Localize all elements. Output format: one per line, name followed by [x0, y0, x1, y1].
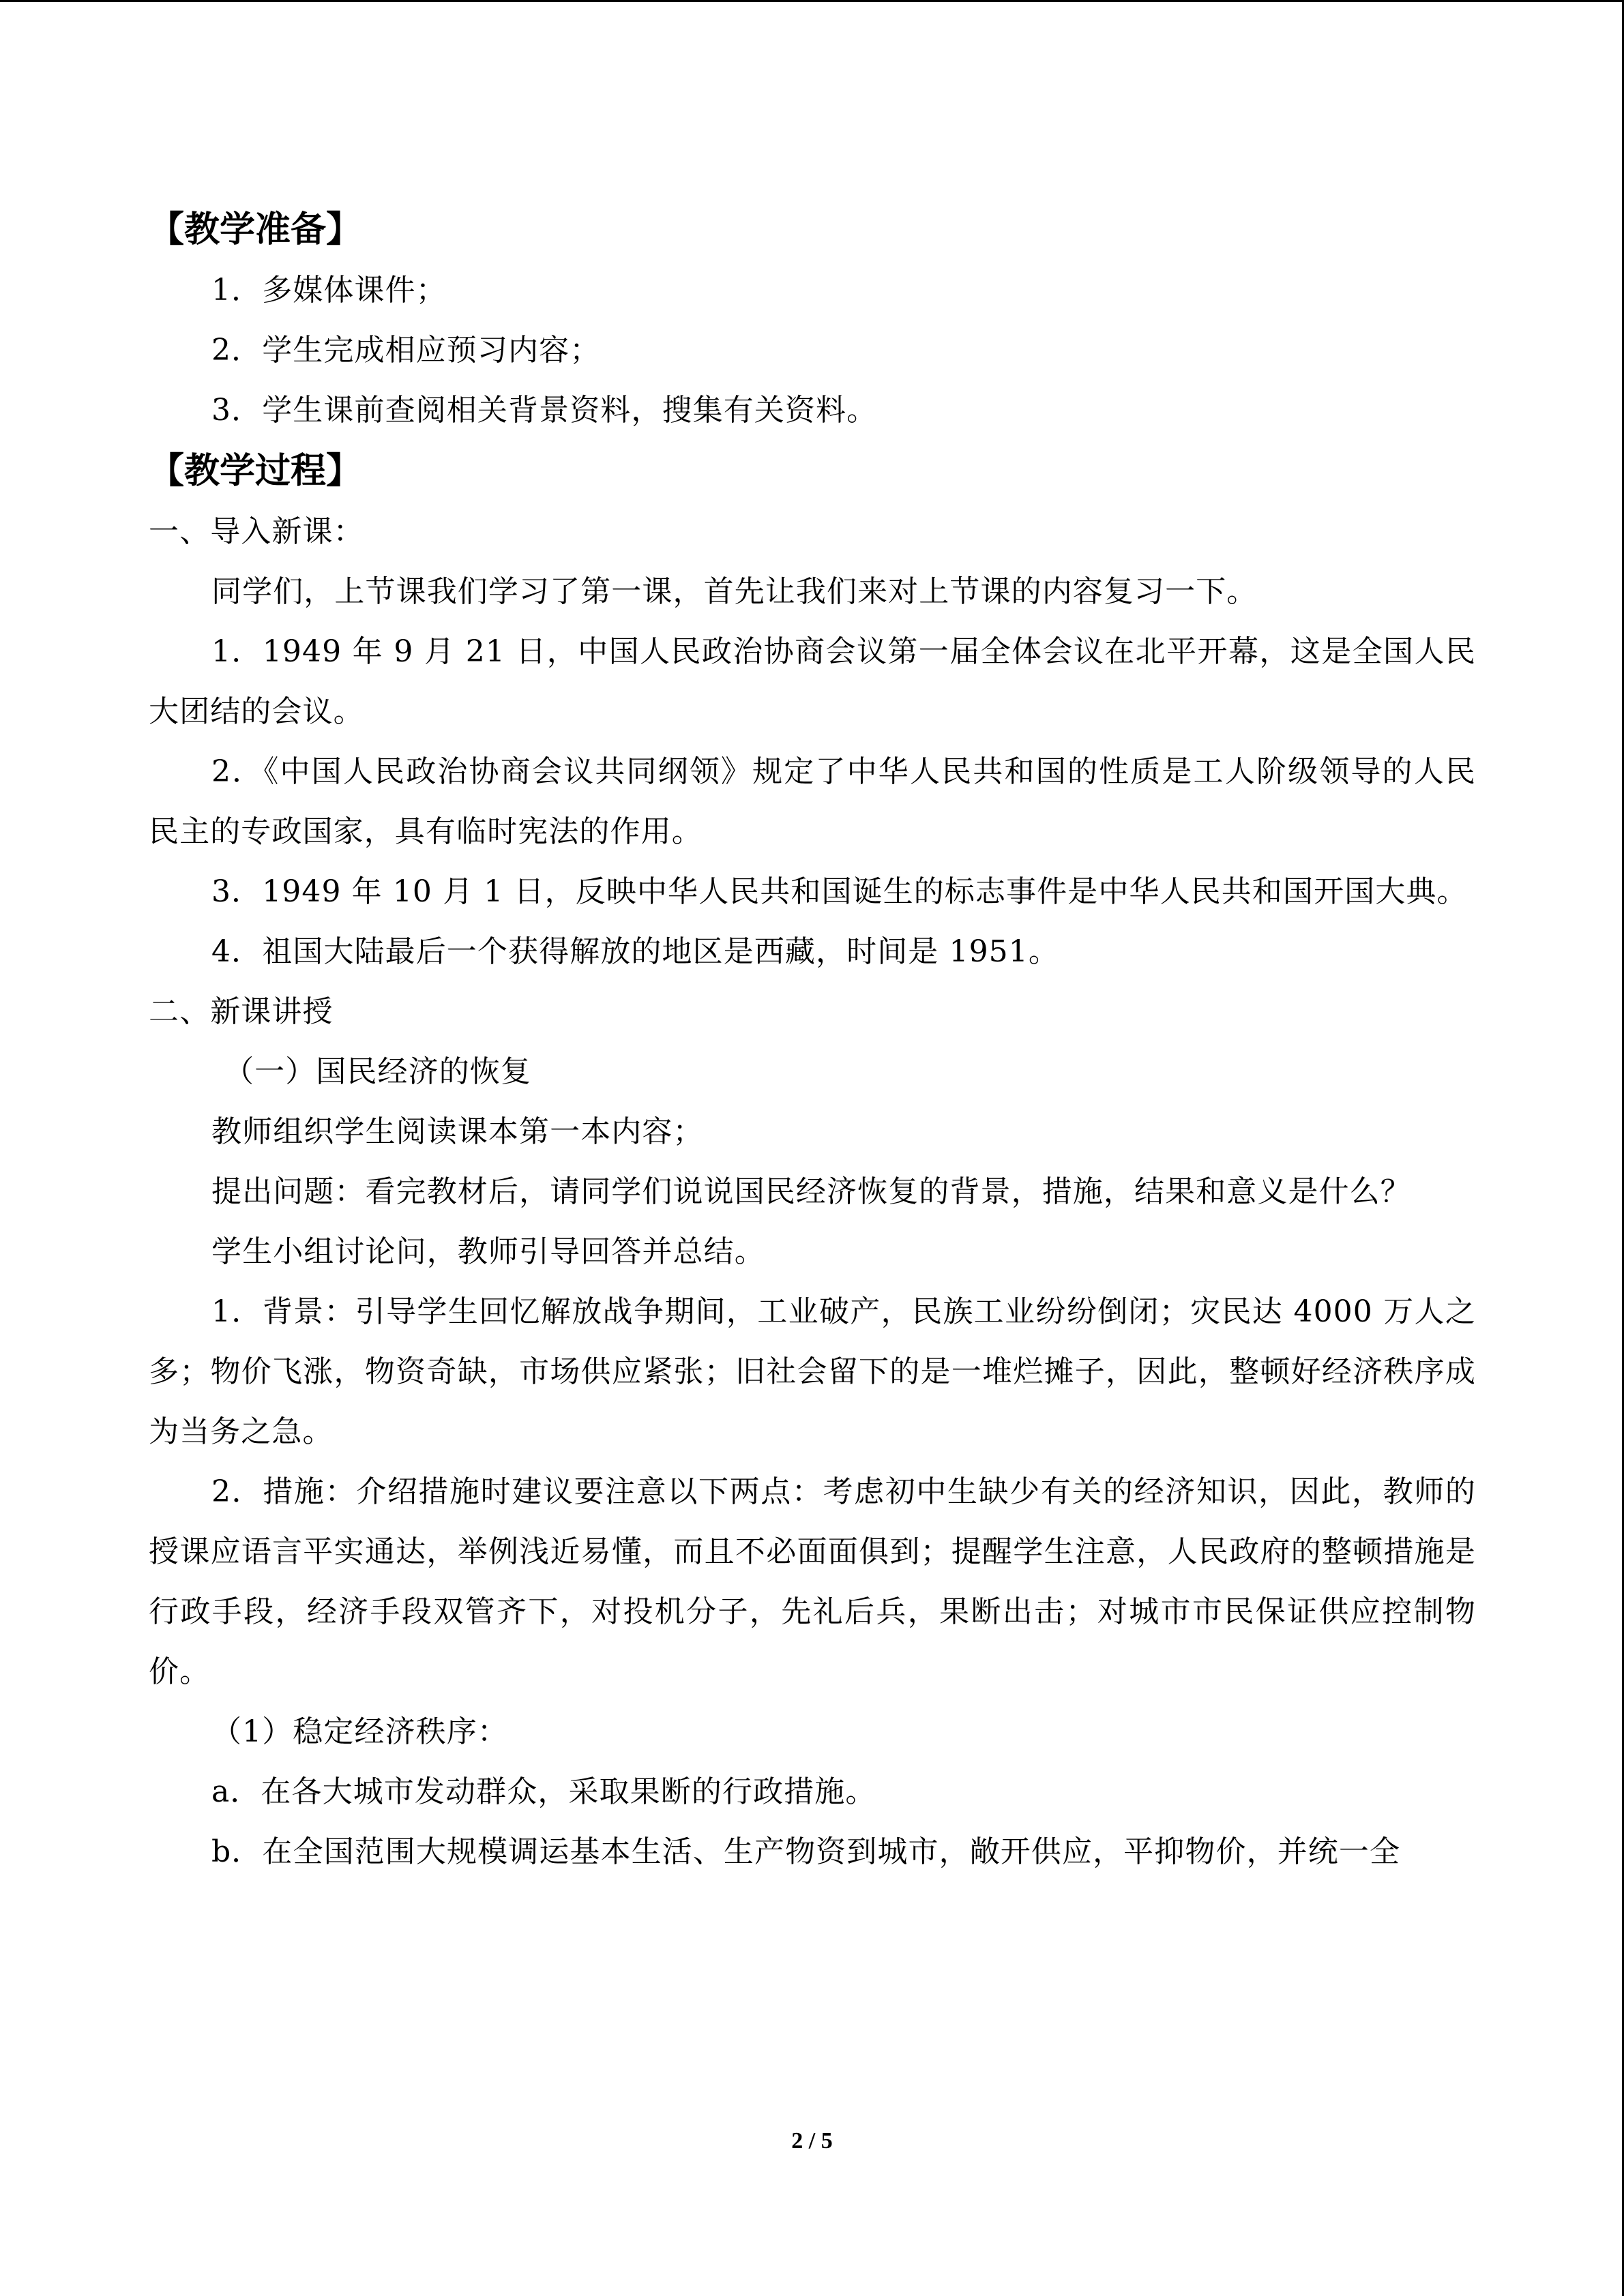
prep-item-1: 1．多媒体课件；: [211, 273, 447, 308]
part-2-title: 二、新课讲授: [149, 994, 334, 1029]
page-top-border: [0, 0, 1624, 2]
review-item-3: 3．1949 年 10 月 1 日，反映中华人民共和国诞生的标志事件是中华人民共和国开国大典。: [211, 874, 1468, 909]
measure-item-a: a．在各大城市发动群众，采取果断的行政措施。: [211, 1774, 876, 1809]
intro-paragraph: 同学们，上节课我们学习了第一课，首先让我们来对上节课的内容复习一下。: [211, 574, 1258, 609]
review-item-1: 1．1949 年 9 月 21 日，中国人民政治协商会议第一届全体会议在北平开幕，这是全国人民大团结的会议。: [149, 634, 1476, 729]
page-number: 2 / 5: [791, 2128, 833, 2153]
question-paragraph: 提出问题：看完教材后，请同学们说说国民经济恢复的背景，措施，结果和意义是什么？: [211, 1174, 1411, 1209]
section-heading-process: 【教学过程】: [149, 451, 362, 492]
subsection-1-title: （一）国民经济的恢复: [224, 1054, 531, 1089]
review-item-2: 2．《中国人民政治协商会议共同纲领》规定了中华人民共和国的性质是工人阶级领导的人民民主的专政国家，具有临时宪法的作用。: [149, 754, 1476, 849]
measure-item-b: b．在全国范围大规模调运基本生活、生产物资到城市，敞开供应，平抑物价，并统一全: [211, 1834, 1401, 1869]
prep-item-3: 3．学生课前查阅相关背景资料，搜集有关资料。: [211, 393, 878, 428]
teacher-organize-paragraph: 教师组织学生阅读课本第一本内容；: [211, 1114, 704, 1149]
background-paragraph: 1．背景：引导学生回忆解放战争期间，工业破产，民族工业纷纷倒闭；灾民达 4000 万人之多；物价飞涨，物资奇缺，市场供应紧张；旧社会留下的是一堆烂摊子，因此，整顿好经济秩序成为当务之急。: [149, 1294, 1476, 1449]
stabilize-title: （1）稳定经济秩序：: [211, 1714, 508, 1749]
discussion-paragraph: 学生小组讨论问，教师引导回答并总结。: [211, 1234, 765, 1269]
document-body: [149, 199, 1476, 1882]
measures-paragraph: 2．措施：介绍措施时建议要注意以下两点：考虑初中生缺少有关的经济知识，因此，教师的授课应语言平实通达，举例浅近易懂，而且不必面面俱到；提醒学生注意，人民政府的整顿措施是行政手段，经济手段双管齐下，对投机分子，先礼后兵，果断出击；对城市市民保证供应控制物价。: [149, 1474, 1476, 1689]
part-1-title: 一、导入新课：: [149, 514, 364, 549]
review-item-4: 4．祖国大陆最后一个获得解放的地区是西藏，时间是 1951。: [211, 934, 1059, 969]
prep-item-2: 2．学生完成相应预习内容；: [211, 333, 601, 368]
section-heading-prep: 【教学准备】: [149, 209, 362, 250]
